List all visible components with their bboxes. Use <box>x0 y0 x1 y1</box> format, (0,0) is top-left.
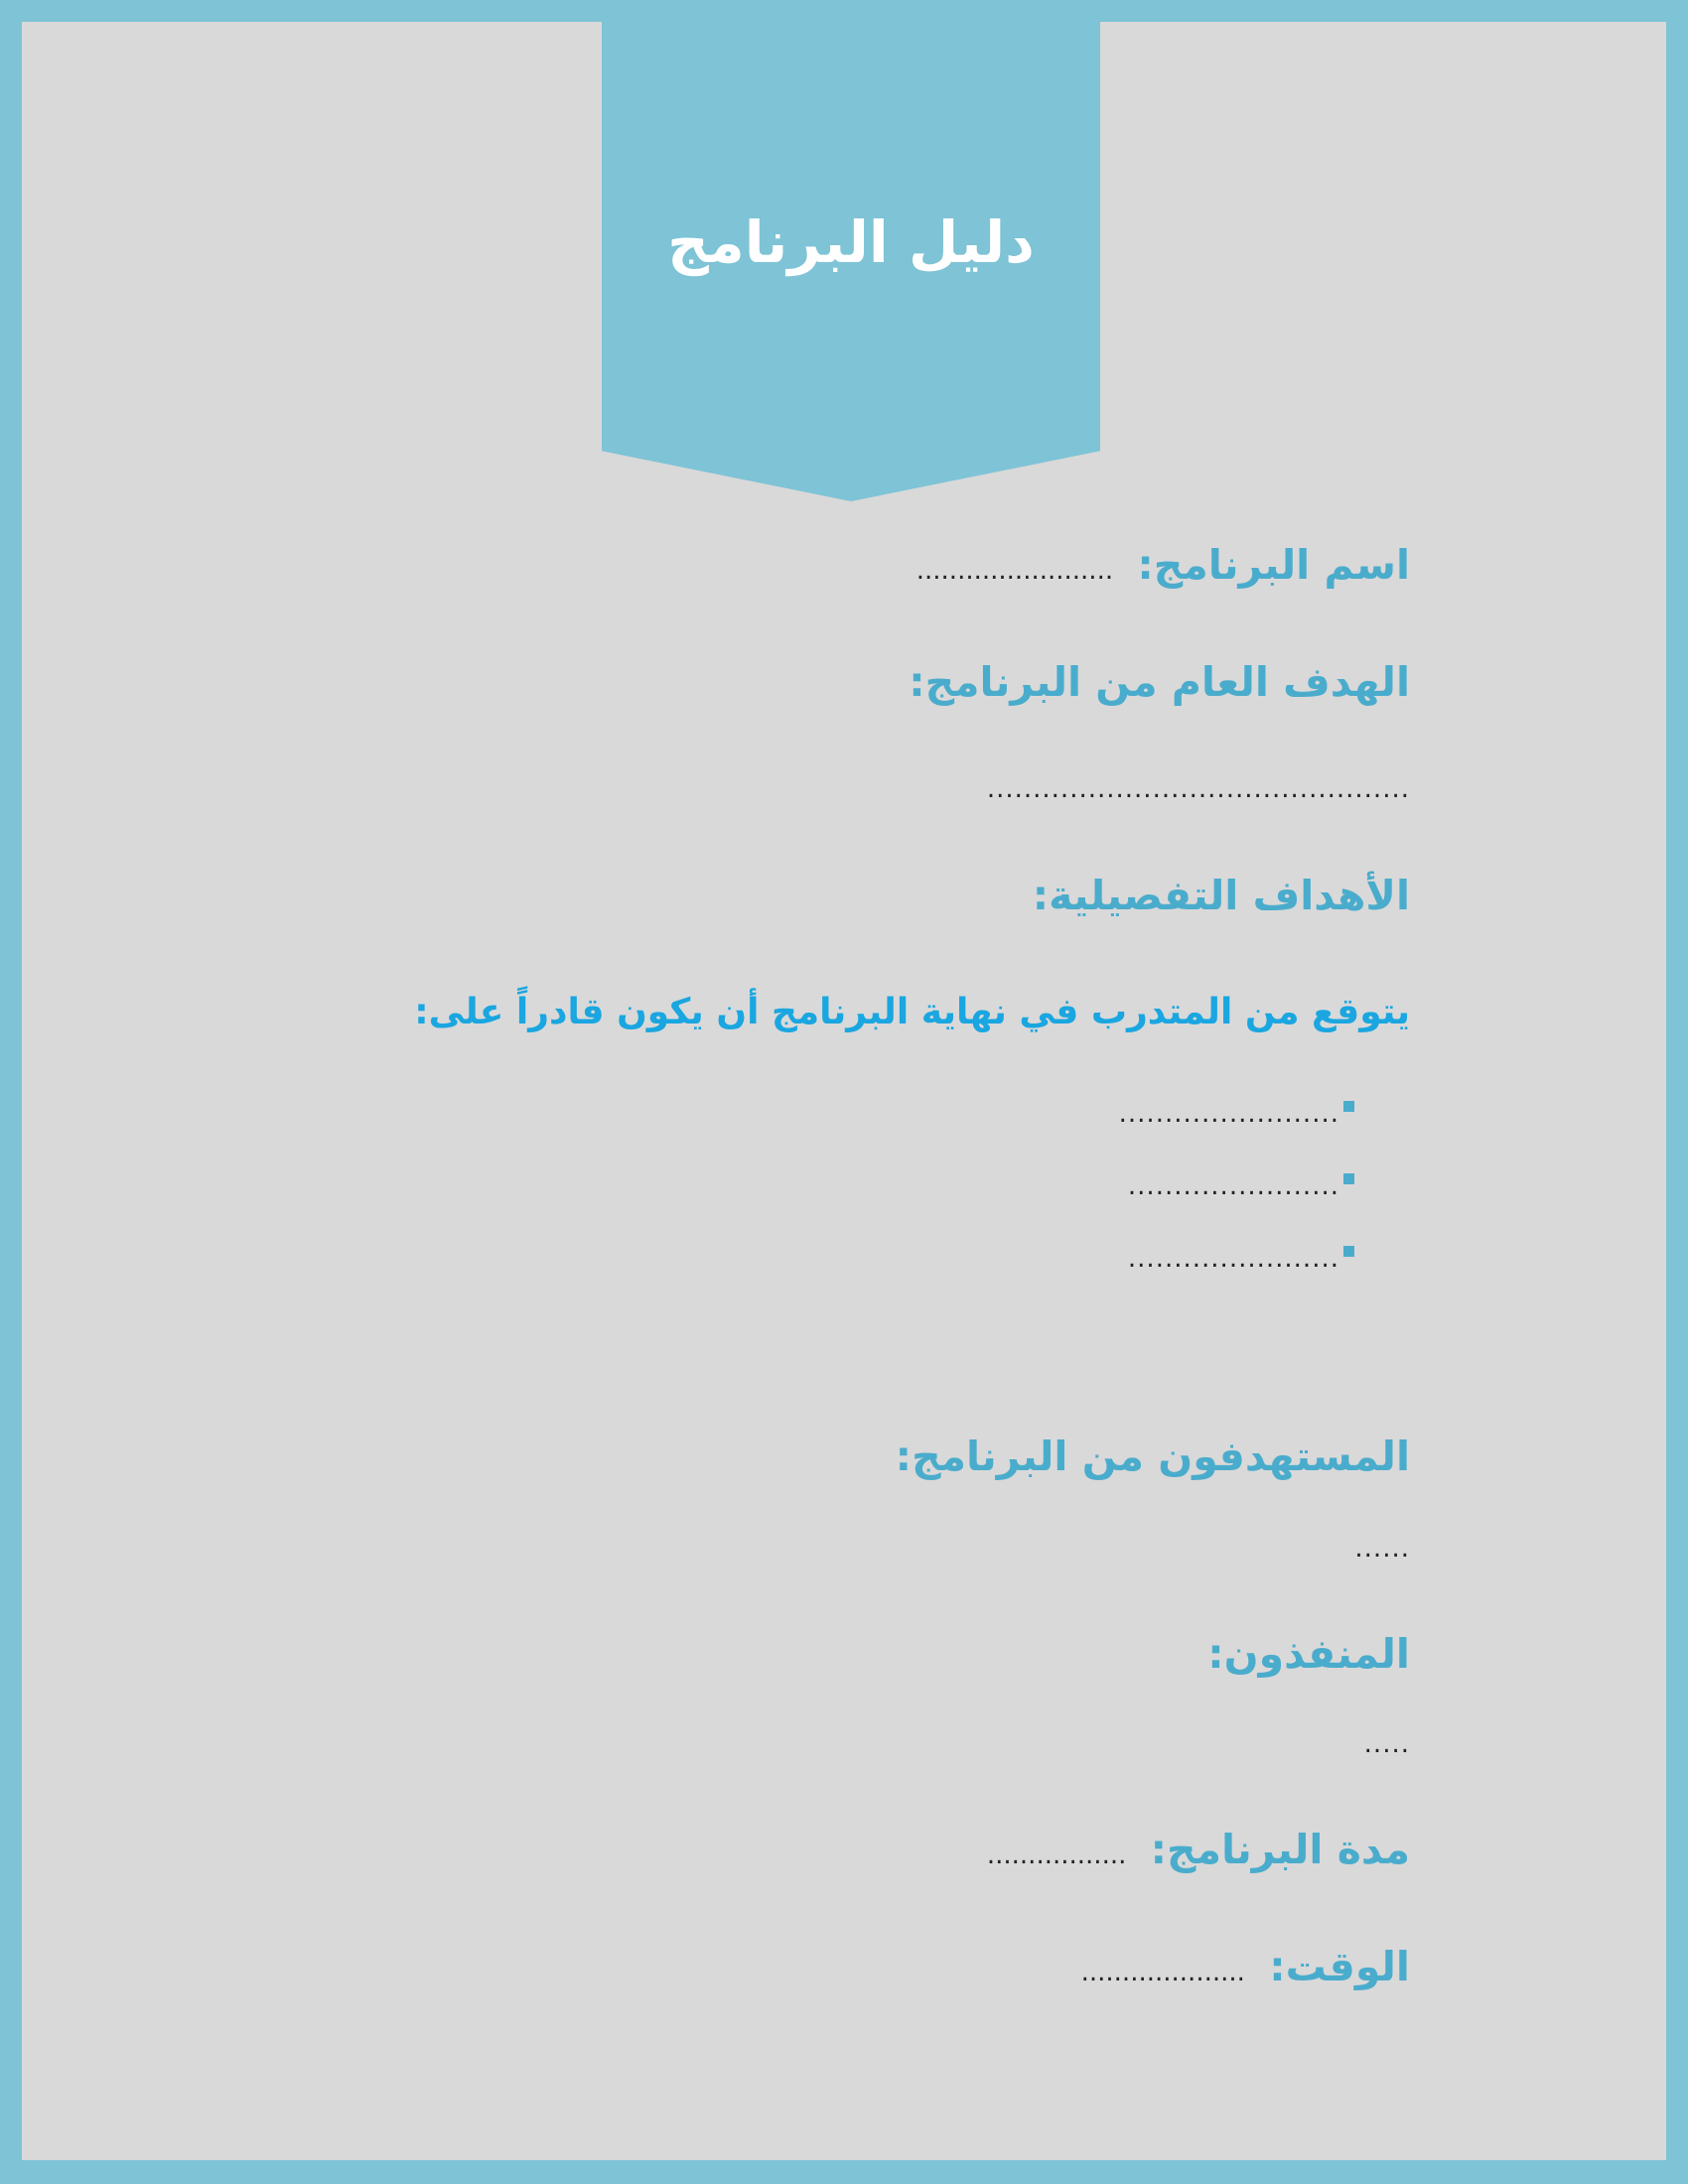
general-goal-blank: .............................................. <box>986 774 1410 804</box>
square-bullet-icon <box>1343 1173 1354 1184</box>
goal-blank: ........................ <box>1118 1099 1339 1129</box>
duration-label: مدة البرنامج: <box>1150 1826 1410 1873</box>
general-goal-label: الهدف العام من البرنامج: <box>909 658 1410 706</box>
time-label: الوقت: <box>1269 1943 1410 1990</box>
form-content <box>414 0 1549 2184</box>
goal-blank: ....................... <box>1127 1244 1339 1274</box>
program-name-label: اسم البرنامج: <box>1137 541 1410 589</box>
square-bullet-icon <box>1343 1101 1354 1112</box>
time-row <box>1081 1943 1410 1991</box>
targets-blank: ...... <box>1354 1534 1410 1564</box>
detailed-goals-label: الأهداف التفصيلية: <box>1032 872 1410 919</box>
program-name-blank: ........................ <box>915 556 1114 586</box>
targets-label: المستهدفون من البرنامج: <box>895 1433 1410 1480</box>
program-name-row <box>916 541 1410 590</box>
goal-blank: ....................... <box>1127 1171 1339 1201</box>
goal-bullet <box>1119 1099 1354 1130</box>
document-title: دليل البرنامج <box>667 208 1035 276</box>
square-bullet-icon <box>1343 1246 1354 1257</box>
implementers-blank: ..... <box>1363 1729 1410 1759</box>
implementers-label: المنفذون: <box>1207 1630 1410 1678</box>
time-blank: .................... <box>1080 1958 1245 1987</box>
goal-bullet <box>1128 1171 1354 1202</box>
goal-bullet <box>1128 1244 1354 1275</box>
duration-blank: ................. <box>986 1841 1127 1870</box>
expectation-text: يتوقع من المتدرب في نهاية البرنامج أن يكون قادراً على: <box>414 992 1410 1032</box>
duration-row <box>987 1826 1410 1874</box>
